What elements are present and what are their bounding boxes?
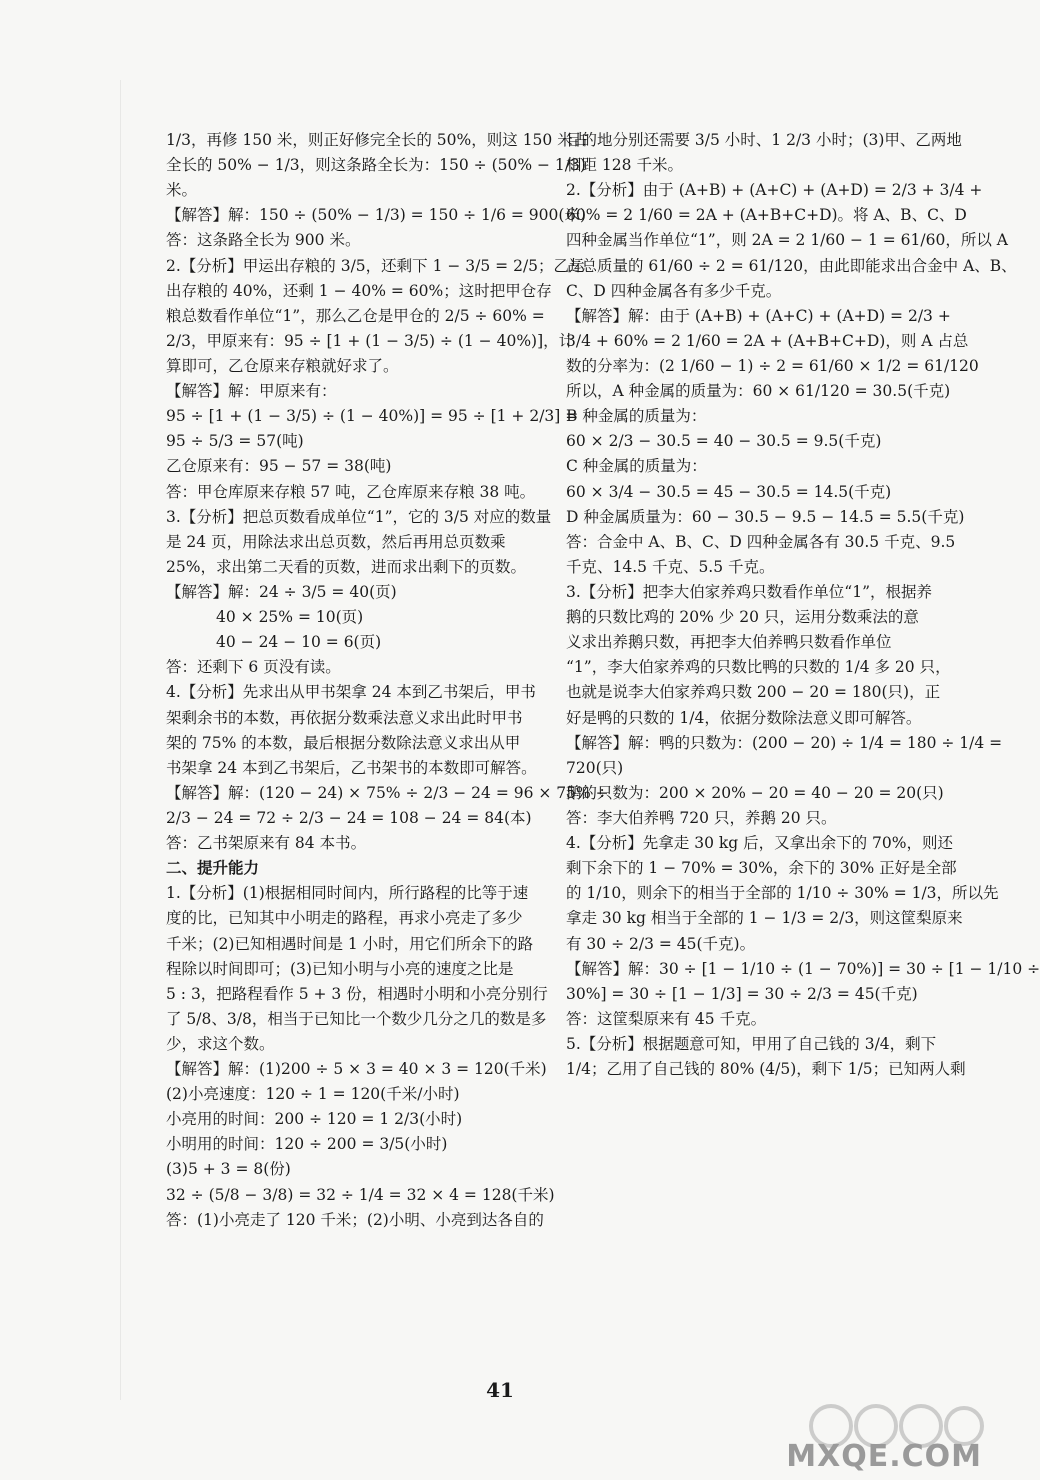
text-line: 2/3，甲原来有：95 ÷ [1 + (1 − 3/5) ÷ (1 − 40%)]，计	[166, 331, 575, 350]
text-line: 少，求这个数。	[166, 1034, 275, 1053]
text-line: 5 : 3，把路程看作 5 + 3 份，相遇时小明和小亮分别行	[166, 984, 548, 1003]
answer-line: 【解答】解：24 ÷ 3/5 = 40(页)	[166, 582, 397, 601]
text-line: 相距 128 千米。	[566, 156, 683, 175]
text-line: (3)5 + 3 = 8(份)	[166, 1160, 291, 1179]
text-line: 答：这条路全长为 900 米。	[166, 231, 361, 250]
text-line: C 种金属的质量为：	[566, 457, 707, 476]
answer-line: 【解答】解：甲原来有：	[166, 382, 337, 401]
analysis-line: 5.【分析】根据题意可知，甲用了自己钱的 3/4，剩下	[566, 1034, 937, 1053]
text-line: 答：甲仓库原来存粮 57 吨，乙仓库原来存粮 38 吨。	[166, 482, 536, 501]
text-line: 60 × 2/3 − 30.5 = 40 − 30.5 = 9.5(千克)	[566, 432, 882, 451]
text-line: 数的分率为：(2 1/60 − 1) ÷ 2 = 61/60 × 1/2 = 61/120	[566, 356, 979, 375]
text-line: 3/4 + 60% = 2 1/60 = 2A + (A+B+C+D)，则 A 占总	[566, 331, 969, 350]
text-line: 720(只)	[566, 758, 624, 777]
answer-line: 【解答】解：(120 − 24) × 75% ÷ 2/3 − 24 = 96 × 75% ÷	[166, 783, 609, 802]
text-line: 答：还剩下 6 页没有读。	[166, 658, 341, 677]
text-line: 60 × 3/4 − 30.5 = 45 − 30.5 = 14.5(千克)	[566, 482, 892, 501]
text-line: 千米；(2)已知相遇时间是 1 小时，用它们所余下的路	[166, 934, 534, 953]
answer-line: 【解答】解：鸭的只数为：(200 − 20) ÷ 1/4 = 180 ÷ 1/4 =	[566, 733, 1003, 752]
right-column	[566, 128, 1040, 1082]
analysis-line: 4.【分析】先拿走 30 kg 后，又拿出余下的 70%，则还	[566, 834, 953, 853]
text-line: D 种金属质量为：60 − 30.5 − 9.5 − 14.5 = 5.5(千克)	[566, 507, 965, 526]
text-line: 好是鸭的只数的 1/4，依据分数除法意义即可解答。	[566, 708, 922, 727]
text-line: 的 1/10，则余下的相当于全部的 1/10 ÷ 30% = 1/3，所以先	[566, 884, 999, 903]
analysis-line: 2.【分析】甲运出存粮的 3/5，还剩下 1 − 3/5 = 2/5；乙运	[166, 256, 585, 275]
text-line: 鹅的只数为：200 × 20% − 20 = 40 − 20 = 20(只)	[566, 783, 944, 802]
text-line: 1/4；乙用了自己钱的 80% (4/5)，剩下 1/5；已知两人剩	[566, 1060, 966, 1079]
analysis-line: 3.【分析】把总页数看成单位“1”，它的 3/5 对应的数量	[166, 507, 552, 526]
text-line: C、D 四种金属各有多少千克。	[566, 281, 782, 300]
answer-line: 【解答】解：30 ÷ [1 − 1/10 ÷ (1 − 70%)] = 30 ÷ [1 − 1/10 ÷	[566, 959, 1040, 978]
text-line: 95 ÷ [1 + (1 − 3/5) ÷ (1 − 40%)] = 95 ÷ [1 + 2/3] =	[166, 407, 579, 426]
text-line: 全长的 50% − 1/3，则这条路全长为：150 ÷ (50% − 1/3)	[166, 156, 586, 175]
text-line: 25%，求出第二天看的页数，进而求出剩下的页数。	[166, 557, 526, 576]
text-line: 32 ÷ (5/8 − 3/8) = 32 ÷ 1/4 = 32 × 4 = 128(千米)	[166, 1185, 555, 1204]
text-line: 程除以时间即可；(3)已知小明与小亮的速度之比是	[166, 959, 514, 978]
text-line: 剩下余下的 1 − 70% = 30%，余下的 30% 正好是全部	[566, 859, 957, 878]
text-line: “1”，李大伯家养鸡的只数比鸭的只数的 1/4 多 20 只，	[566, 658, 951, 677]
answer-line: 【解答】解：(1)200 ÷ 5 × 3 = 40 × 3 = 120(千米)	[166, 1060, 547, 1079]
analysis-line: 1.【分析】(1)根据相同时间内，所行路程的比等于速	[166, 884, 529, 903]
text-line: 占总质量的 61/60 ÷ 2 = 61/120，由此即能求出合金中 A、B、	[566, 256, 1017, 275]
text-line: 1/3，再修 150 米，则正好修完全长的 50%，则这 150 米占	[166, 131, 589, 149]
analysis-line: 3.【分析】把李大伯家养鸡只数看作单位“1”，根据养	[566, 582, 932, 601]
text-line: 拿走 30 kg 相当于全部的 1 − 1/3 = 2/3，则这筐梨原来	[566, 909, 963, 928]
text-line: 目的地分别还需要 3/5 小时、1 2/3 小时；(3)甲、乙两地	[566, 131, 962, 149]
text-line: 出存粮的 40%，还剩 1 − 40% = 60%；这时把甲仓存	[166, 281, 552, 300]
text-line: 40 − 24 − 10 = 6(页)	[216, 633, 382, 652]
text-line: (2)小亮速度：120 ÷ 1 = 120(千米/小时)	[166, 1085, 460, 1104]
text-line: 答：乙书架原来有 84 本书。	[166, 834, 367, 853]
text-line: 60% = 2 1/60 = 2A + (A+B+C+D)。将 A、B、C、D	[566, 206, 967, 225]
text-line: 30%] = 30 ÷ [1 − 1/3] = 30 ÷ 2/3 = 45(千克)	[566, 984, 918, 1003]
text-line: 小明用的时间：120 ÷ 200 = 3/5(小时)	[166, 1135, 448, 1154]
answer-line: 【解答】解：150 ÷ (50% − 1/3) = 150 ÷ 1/6 = 900(米)	[166, 206, 586, 225]
text-line: 千克、14.5 千克、5.5 千克。	[566, 557, 775, 576]
watermark-text: MXQE.COM	[786, 1439, 982, 1474]
section-heading: 二、提升能力	[166, 859, 260, 878]
text-line: B 种金属的质量为：	[566, 407, 707, 426]
text-line: 四种金属当作单位“1”，则 2A = 2 1/60 − 1 = 61/60，所以 A	[566, 231, 1008, 250]
text-line: 粮总数看作单位“1”，那么乙仓是甲仓的 2/5 ÷ 60% =	[166, 306, 545, 325]
text-line: 度的比，已知其中小明走的路程，再求小亮走了多少	[166, 909, 523, 928]
text-line: 答：合金中 A、B、C、D 四种金属各有 30.5 千克、9.5	[566, 532, 956, 551]
text-line: 所以，A 种金属的质量为：60 × 61/120 = 30.5(千克)	[566, 382, 951, 401]
text-line: 了 5/8、3/8，相当于已知比一个数少几分之几的数是多	[166, 1009, 547, 1028]
text-line: 有 30 ÷ 2/3 = 45(千克)。	[566, 934, 756, 953]
text-line: 米。	[166, 181, 198, 200]
page-number: 41	[486, 1378, 514, 1402]
text-line: 小亮用的时间：200 ÷ 120 = 1 2/3(小时)	[166, 1110, 463, 1129]
text-line: 义求出养鹅只数，再把李大伯养鸭只数看作单位	[566, 633, 892, 652]
text-line: 95 ÷ 5/3 = 57(吨)	[166, 432, 304, 451]
page-gutter-shadow	[120, 80, 121, 1400]
analysis-line: 4.【分析】先求出从甲书架拿 24 本到乙书架后，甲书	[166, 683, 536, 702]
text-line: 也就是说李大伯家养鸡只数 200 − 20 = 180(只)，正	[566, 683, 941, 702]
text-line: 架剩余书的本数，再依据分数乘法意义求出此时甲书	[166, 708, 523, 727]
text-line: 算即可，乙仓原来存粮就好求了。	[166, 356, 399, 375]
text-line: 答：李大伯养鸭 720 只，养鹅 20 只。	[566, 808, 837, 827]
text-line: 乙仓原来有：95 − 57 = 38(吨)	[166, 457, 392, 476]
text-line: 40 × 25% = 10(页)	[216, 608, 364, 627]
text-line: 架的 75% 的本数，最后根据分数除法意义求出从甲	[166, 733, 521, 752]
analysis-line: 2.【分析】由于 (A+B) + (A+C) + (A+D) = 2/3 + 3/4 +	[566, 181, 983, 200]
text-line: 2/3 − 24 = 72 ÷ 2/3 − 24 = 108 − 24 = 84(本)	[166, 808, 532, 827]
text-line: 是 24 页，用除法求出总页数，然后再用总页数乘	[166, 532, 506, 551]
text-line: 答：这筐梨原来有 45 千克。	[566, 1009, 767, 1028]
answer-line: 【解答】解：由于 (A+B) + (A+C) + (A+D) = 2/3 +	[566, 306, 951, 325]
text-line: 书架拿 24 本到乙书架后，乙书架书的本数即可解答。	[166, 758, 537, 777]
text-line: 鹅的只数比鸡的 20% 少 20 只，运用分数乘法的意	[566, 608, 919, 627]
text-line: 答：(1)小亮走了 120 千米；(2)小明、小亮到达各自的	[166, 1210, 544, 1229]
